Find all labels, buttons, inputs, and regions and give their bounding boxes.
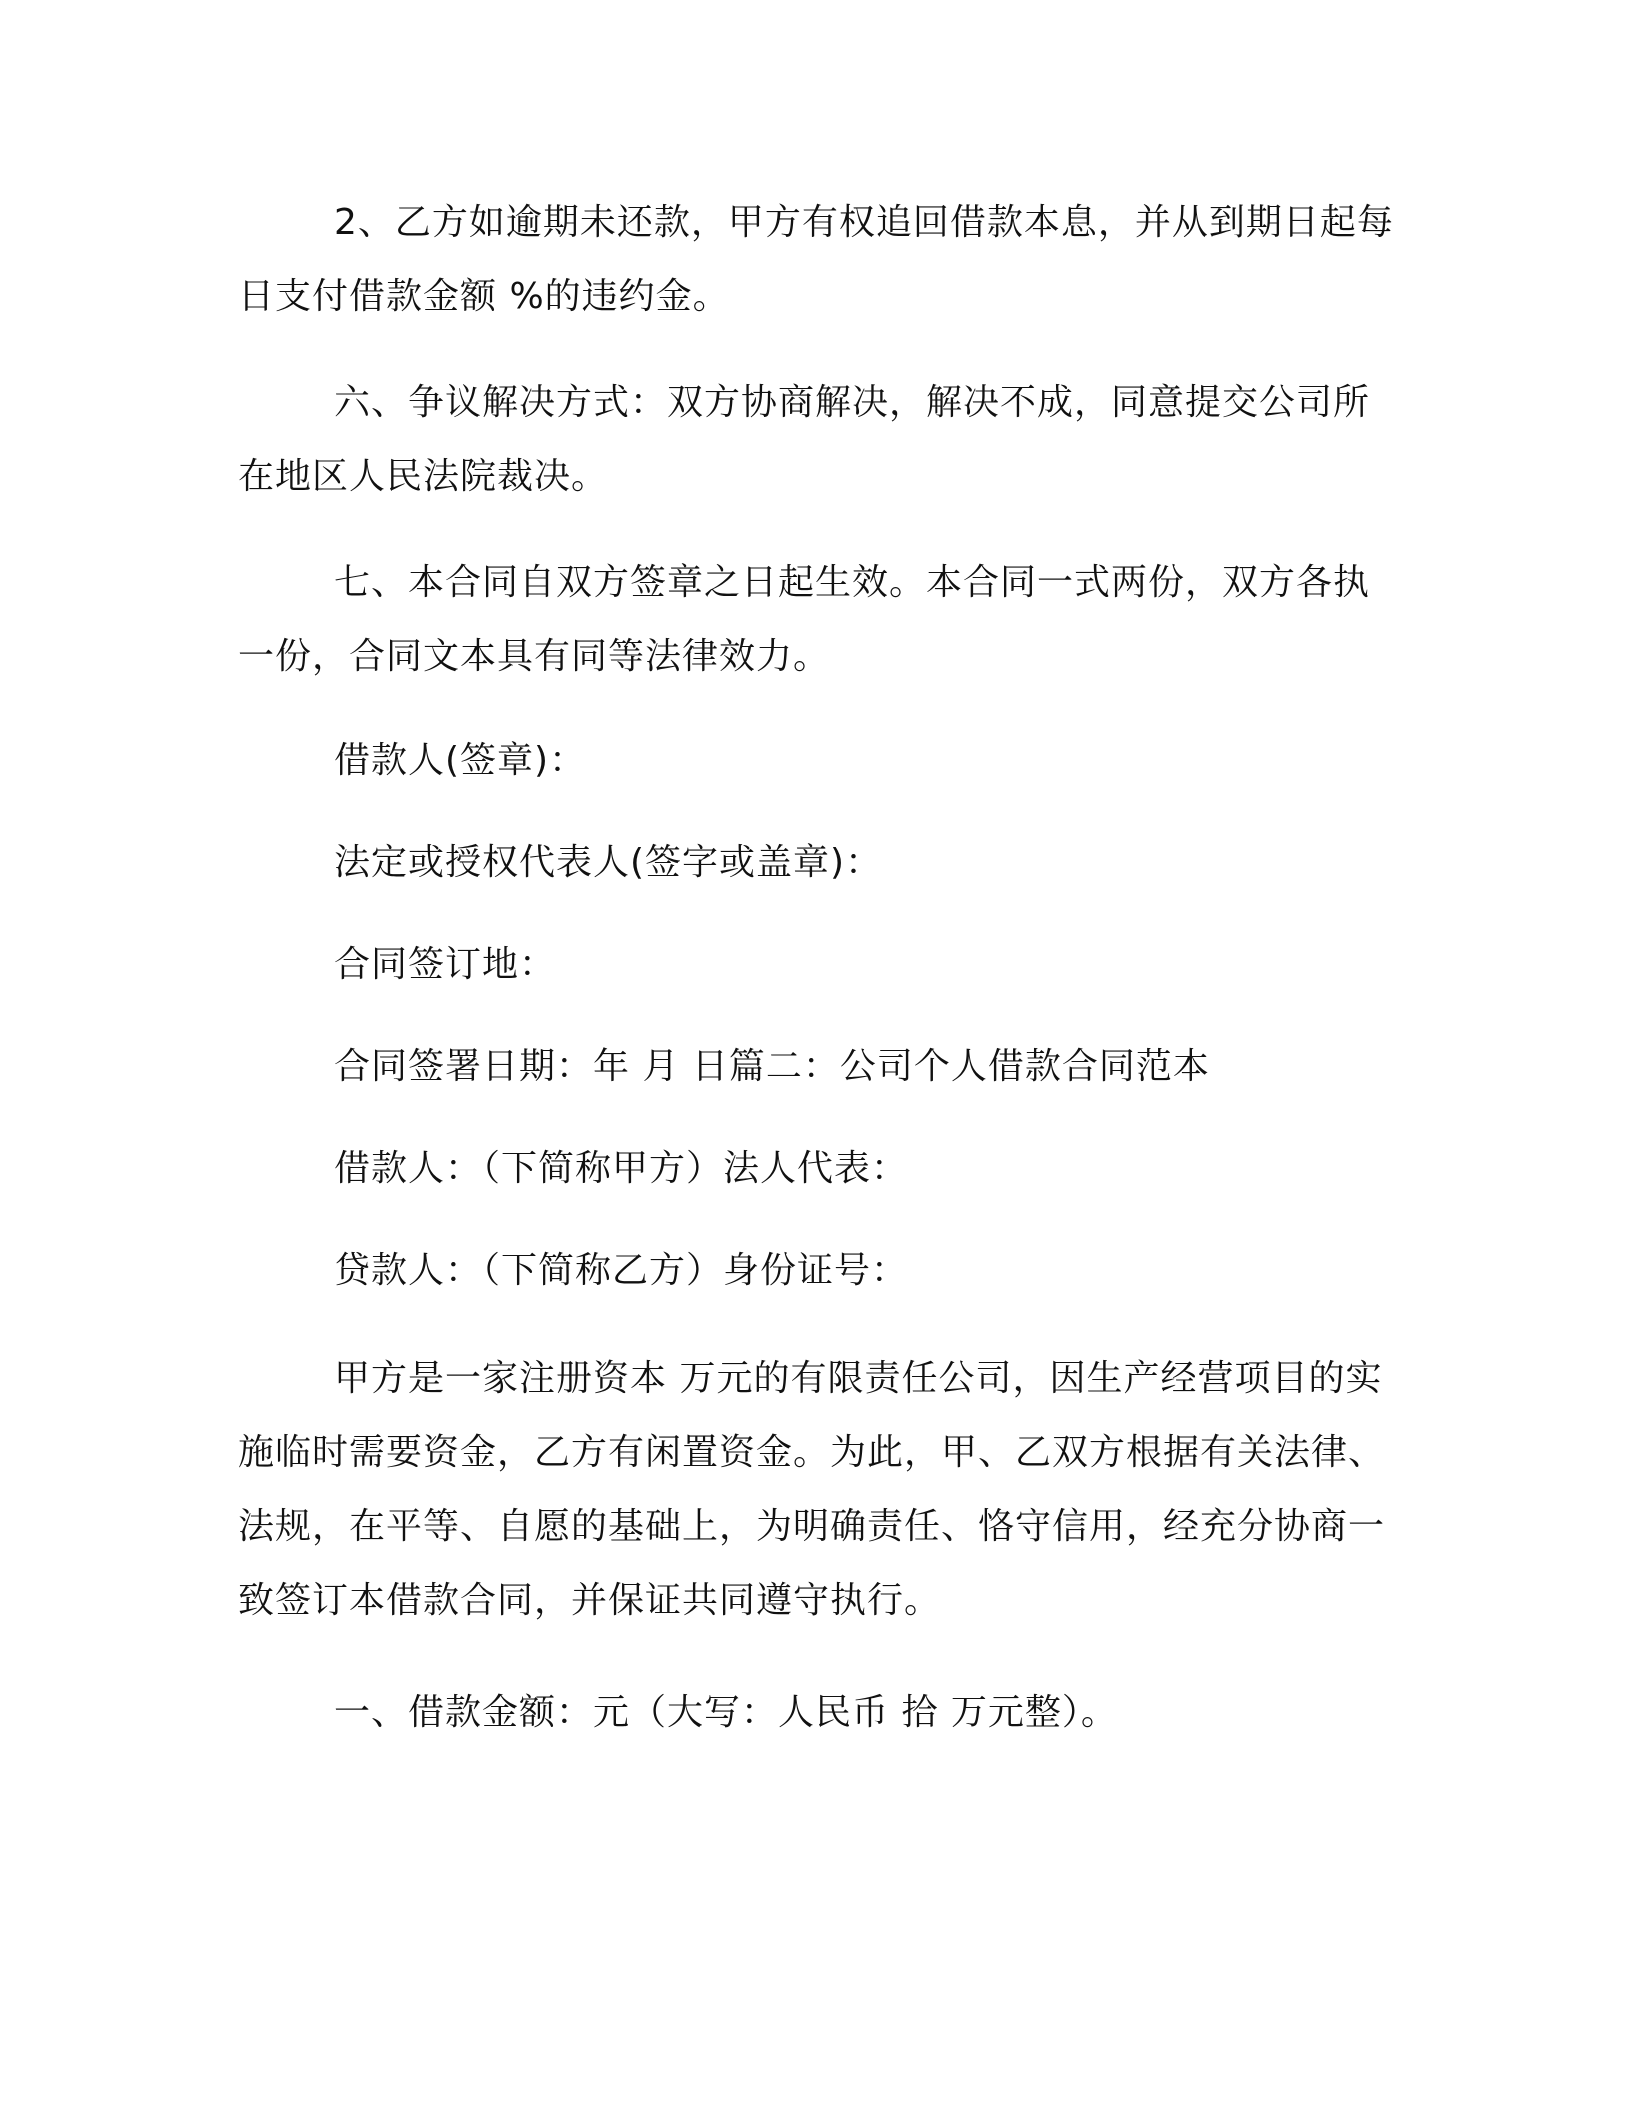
representative-signature-line: 法定或授权代表人(签字或盖章)： [334,842,883,883]
loan-amount-line: 一、借款金额：元（大写：人民币 拾 万元整）。 [334,1692,1118,1733]
signing-place-line: 合同签订地： [334,944,557,985]
clause-effectiveness: 七、本合同自双方签章之日起生效。本合同一式两份，双方各执一份，合同文本具有同等法律效力。 [238,562,1371,677]
borrower-signature-line: 借款人(签章)： [334,740,587,781]
clause-dispute-resolution: 六、争议解决方式：双方协商解决，解决不成，同意提交公司所在地区人民法院裁决。 [238,382,1371,497]
signing-date-line: 合同签署日期：年 月 日篇二：公司个人借款合同范本 [334,1046,1210,1087]
clause-overdue-penalty: 2、乙方如逾期未还款，甲方有权追回借款本息，并从到期日起每日支付借款金额 %的违约金。 [238,202,1394,317]
contract-preamble: 甲方是一家注册资本 万元的有限责任公司，因生产经营项目的实施临时需要资金，乙方有闲置资金。为此，甲、乙双方根据有关法律、法规，在平等、自愿的基础上，为明确责任、恪守信用，经充分协商一致签订本借款合同，并保证共同遵守执行。 [238,1358,1386,1621]
borrower-info-line: 借款人：（下简称甲方）法人代表： [334,1148,909,1189]
lender-info-line: 贷款人：（下简称乙方）身份证号： [334,1250,909,1291]
